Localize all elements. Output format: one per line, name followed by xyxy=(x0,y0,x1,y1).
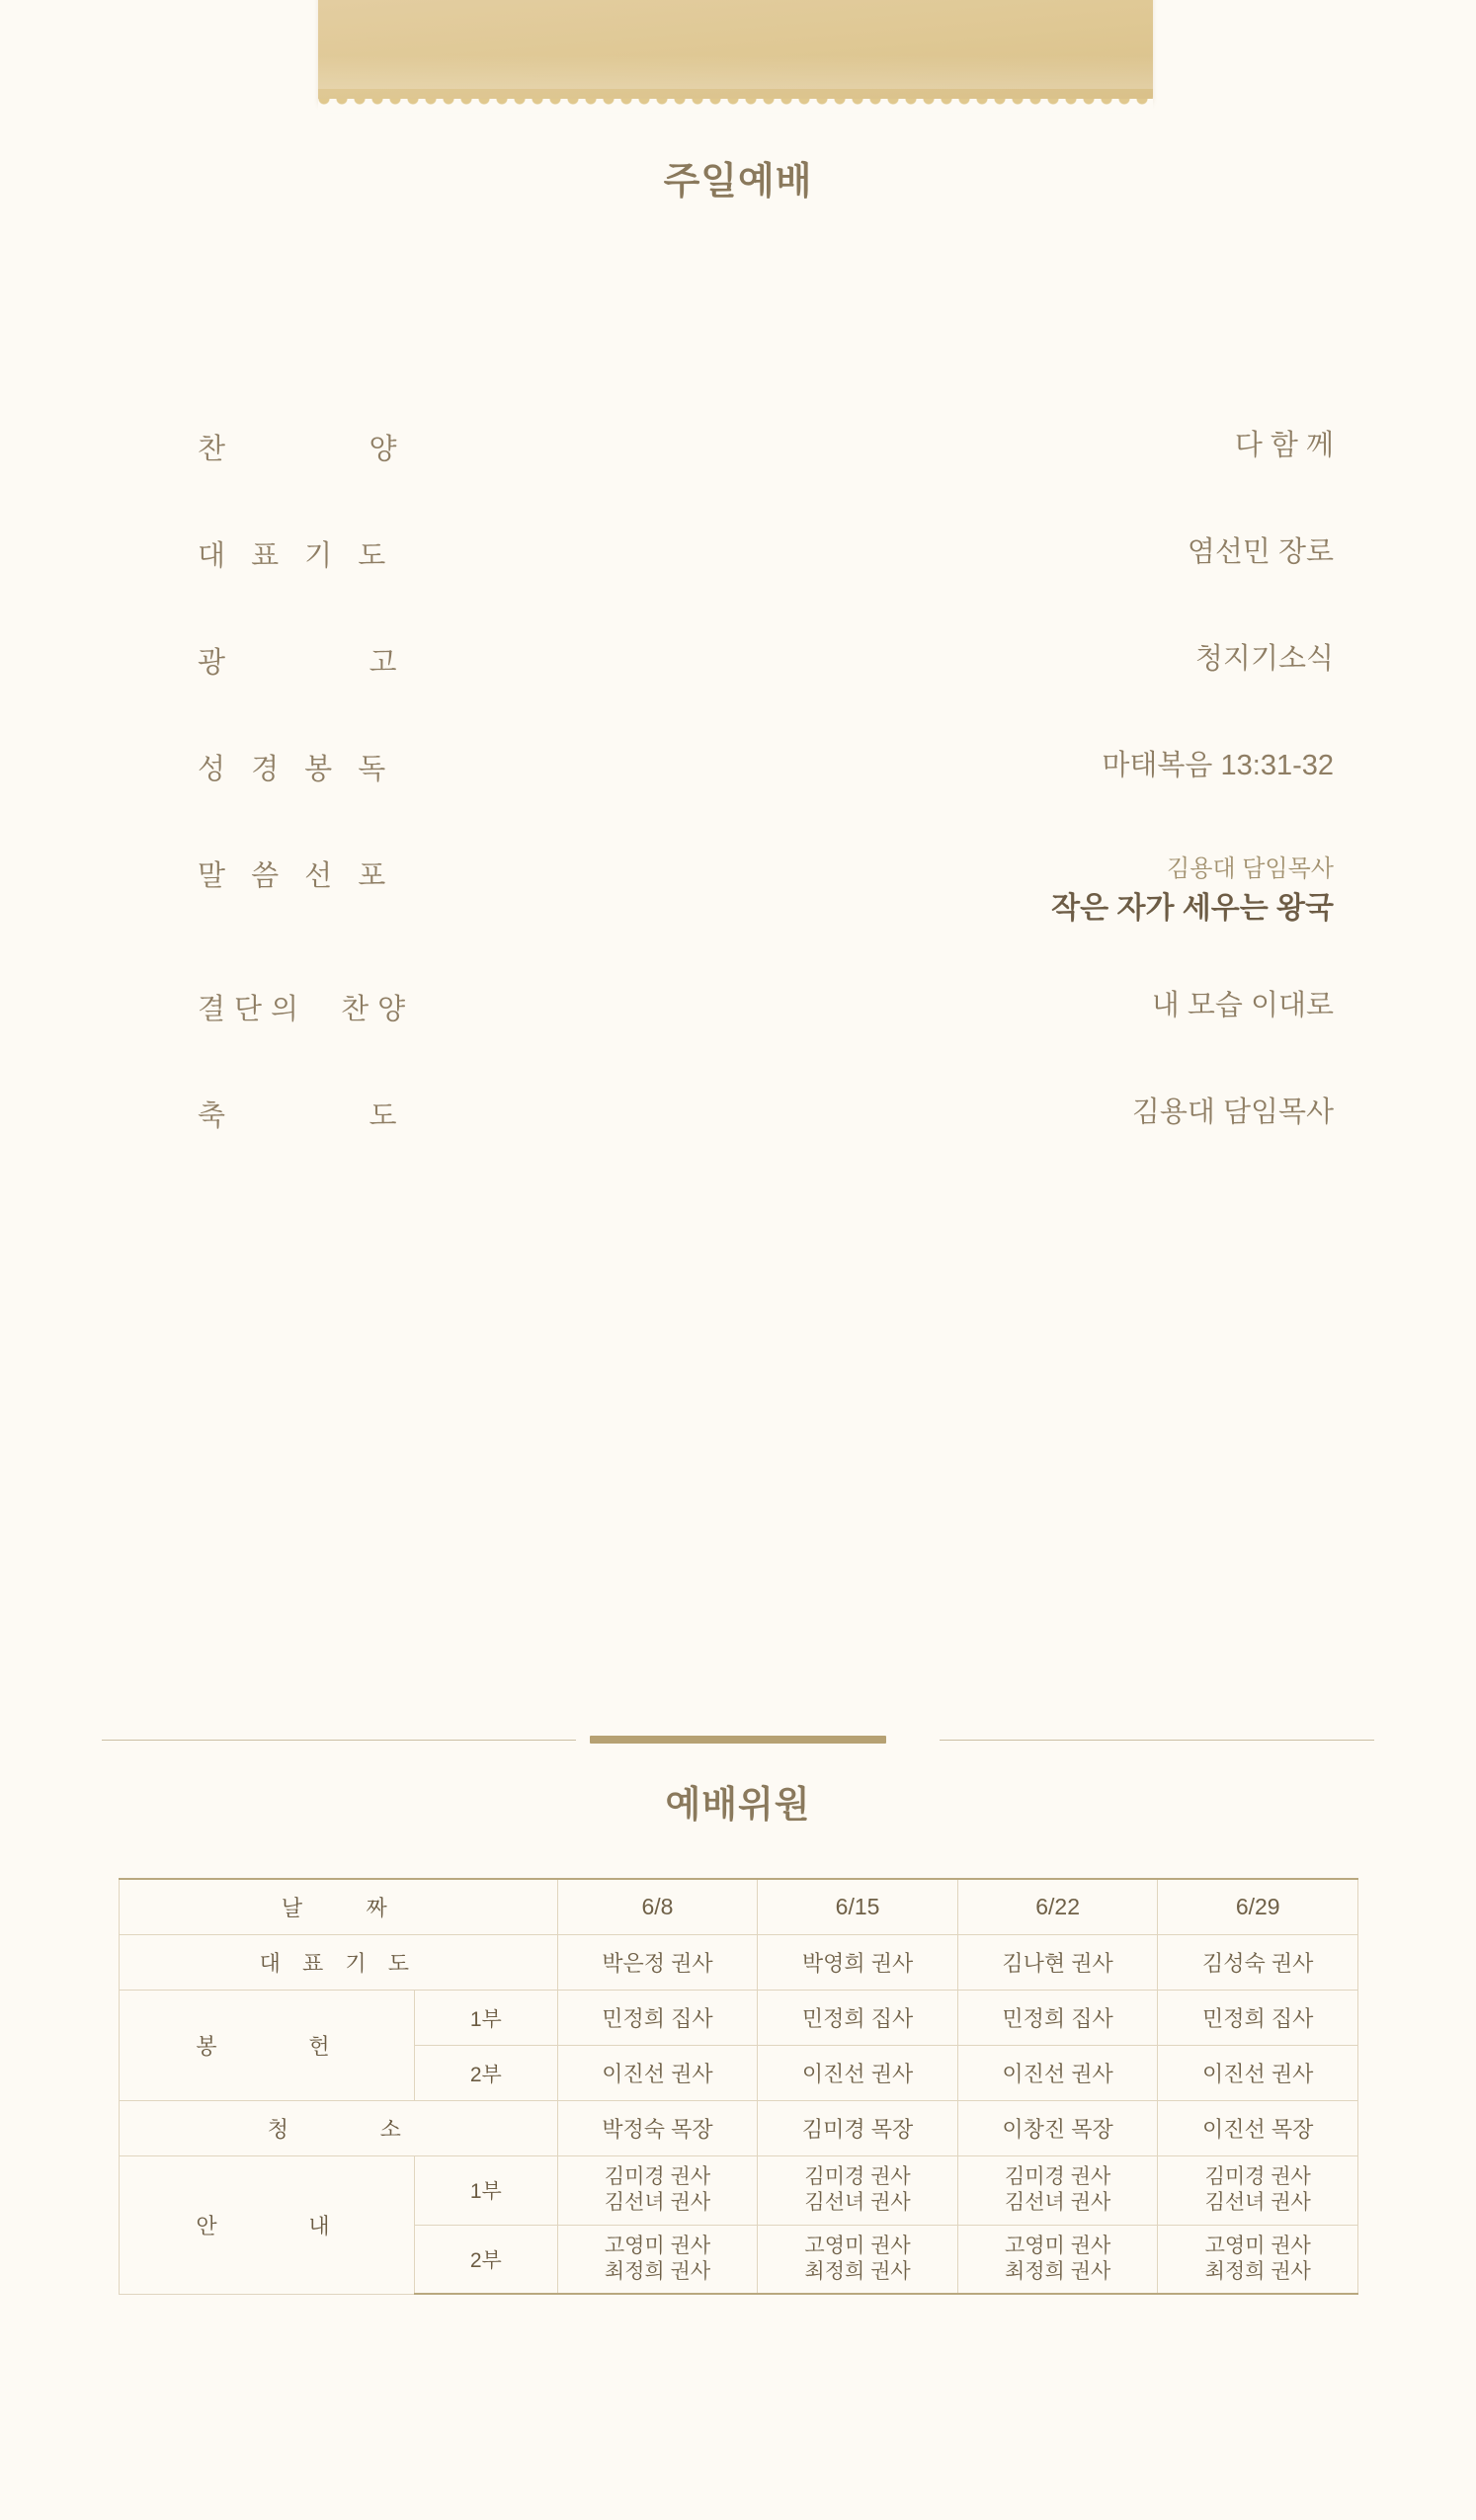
table-cell: 민정희 집사 xyxy=(1158,1991,1358,2046)
table-cell: 민정희 집사 xyxy=(957,1991,1158,2046)
table-row-cleaning xyxy=(120,2101,1358,2156)
table-cell: 김미경 권사 김선녀 권사 xyxy=(557,2156,758,2226)
table-cell: 김미경 권사 김선녀 권사 xyxy=(758,2156,958,2226)
table-row-offering-1 xyxy=(120,1991,1358,2046)
committee-table xyxy=(119,1878,1358,2295)
order-value: 김용대 담임목사 xyxy=(1131,1096,1334,1128)
table-cell: 이진선 권사 xyxy=(1158,2046,1358,2101)
divider-left xyxy=(102,1740,576,1741)
order-row xyxy=(198,427,1334,468)
order-row xyxy=(198,1094,1334,1135)
committee-heading-block xyxy=(0,1727,1476,1835)
table-cell: 박영희 권사 xyxy=(758,1935,958,1991)
date-cell: 6/8 xyxy=(557,1879,758,1935)
row-sublabel: 2부 xyxy=(415,2046,558,2101)
table-cell: 이진선 권사 xyxy=(957,2046,1158,2101)
sermon-title: 작은 자가 세우는 왕국 xyxy=(1051,892,1334,926)
order-value: 염선민 장로 xyxy=(1187,536,1334,568)
table-cell: 민정희 집사 xyxy=(758,1991,958,2046)
row-sublabel: 1부 xyxy=(415,2156,558,2226)
row-label: 대 표 기 도 xyxy=(120,1935,558,1991)
table-cell: 김미경 권사 김선녀 권사 xyxy=(1158,2156,1358,2226)
order-label: 광 고 xyxy=(198,647,406,679)
date-cell: 6/29 xyxy=(1158,1879,1358,1935)
order-value: 마태복음 13:31-32 xyxy=(1102,750,1334,781)
table-cell: 고영미 권사 최정희 권사 xyxy=(957,2225,1158,2294)
table-cell: 이진선 권사 xyxy=(557,2046,758,2101)
row-sublabel: 1부 xyxy=(415,1991,558,2046)
row-label: 안 내 xyxy=(120,2156,415,2295)
sermon-preacher: 김용대 담임목사 xyxy=(1167,855,1334,882)
table-cell: 이창진 목장 xyxy=(957,2101,1158,2156)
order-value: 청지기소식 xyxy=(1194,643,1334,675)
page-title: 주일예배 xyxy=(663,161,813,203)
paper-edge-highlight xyxy=(318,55,1153,89)
order-label: 축 도 xyxy=(198,1099,406,1132)
table-cell: 고영미 권사 최정희 권사 xyxy=(557,2225,758,2294)
order-row xyxy=(198,747,1334,788)
order-label: 말 씀 선 포 xyxy=(198,860,395,892)
committee-title: 예배위원 xyxy=(665,1784,811,1825)
table-cell: 김미경 목장 xyxy=(758,2101,958,2156)
order-value: 내 모습 이대로 xyxy=(1151,989,1334,1021)
date-cell: 6/22 xyxy=(957,1879,1158,1935)
order-label: 찬 양 xyxy=(198,434,406,465)
table-cell: 이진선 권사 xyxy=(758,2046,958,2101)
row-sublabel: 2부 xyxy=(415,2225,558,2294)
table-cell: 김나현 권사 xyxy=(957,1935,1158,1991)
order-row xyxy=(198,987,1334,1028)
divider-right xyxy=(940,1740,1374,1741)
row-label: 날 짜 xyxy=(120,1879,558,1935)
divider-center-bar xyxy=(590,1736,886,1744)
table-cell: 김미경 권사 김선녀 권사 xyxy=(957,2156,1158,2226)
table-cell: 박은정 권사 xyxy=(557,1935,758,1991)
table-cell: 김성숙 권사 xyxy=(1158,1935,1358,1991)
row-label: 청 소 xyxy=(120,2101,558,2156)
table-cell: 민정희 집사 xyxy=(557,1991,758,2046)
order-of-service-list xyxy=(198,427,1334,1200)
order-value xyxy=(1051,854,1334,930)
table-row-date xyxy=(120,1879,1358,1935)
row-label: 봉 헌 xyxy=(120,1991,415,2101)
table-row-usher-1 xyxy=(120,2156,1358,2226)
order-row-sermon xyxy=(198,854,1334,930)
order-row xyxy=(198,640,1334,682)
torn-paper-banner xyxy=(318,0,1153,107)
order-label: 결단의 찬양 xyxy=(198,993,415,1025)
table-row-prayer xyxy=(120,1935,1358,1991)
table-cell: 이진선 목장 xyxy=(1158,2101,1358,2156)
order-row xyxy=(198,533,1334,575)
order-label: 대 표 기 도 xyxy=(198,540,395,572)
order-label: 성 경 봉 독 xyxy=(198,754,395,785)
order-value: 다 함 께 xyxy=(1234,430,1334,461)
date-cell: 6/15 xyxy=(758,1879,958,1935)
table-cell: 박정숙 목장 xyxy=(557,2101,758,2156)
table-cell: 고영미 권사 최정희 권사 xyxy=(758,2225,958,2294)
table-cell: 고영미 권사 최정희 권사 xyxy=(1158,2225,1358,2294)
